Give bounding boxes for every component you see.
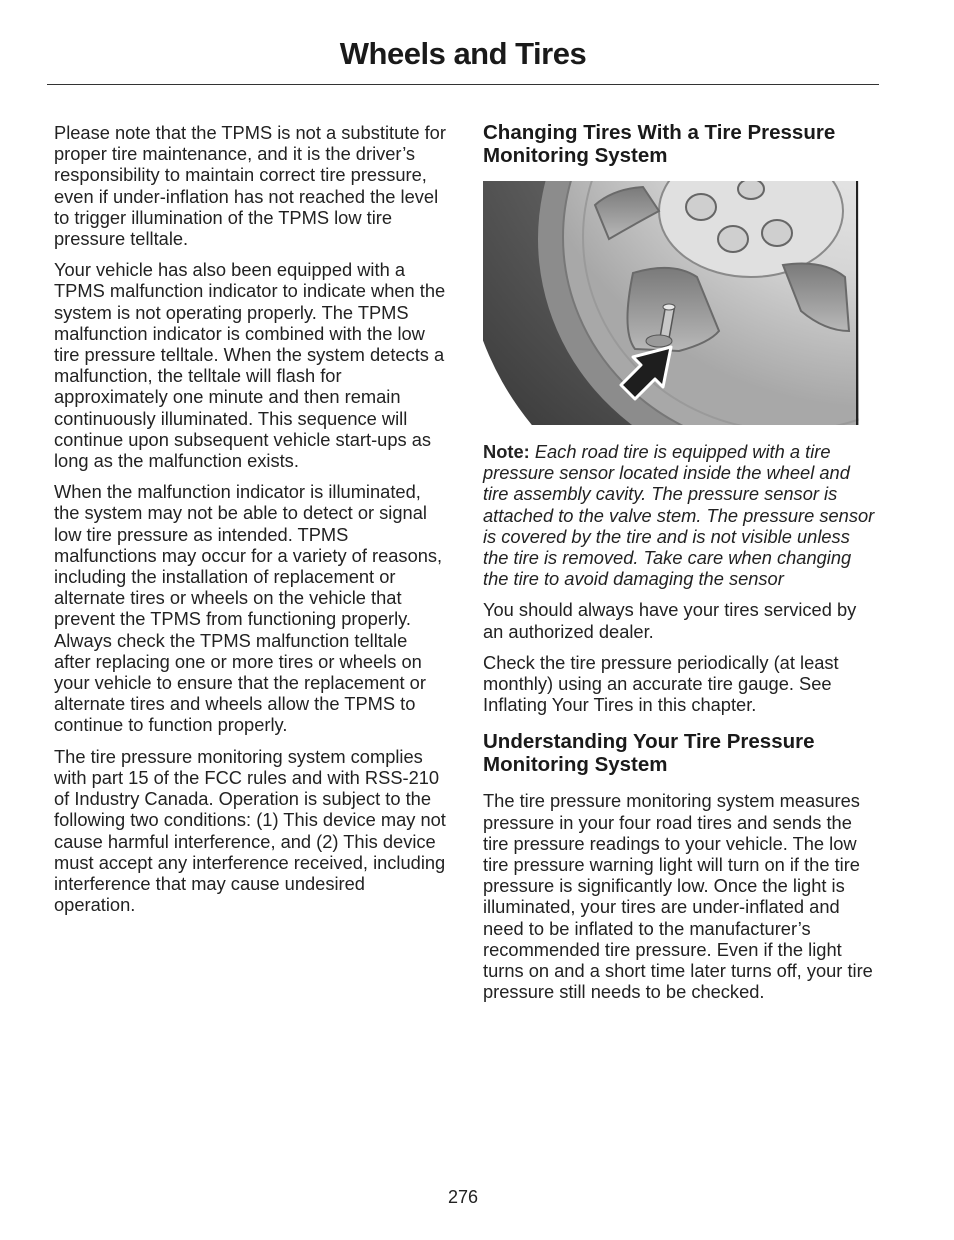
- left-column: [54, 122, 446, 925]
- paragraph-check-pressure: Check the tire pressure periodically (at least monthly) using an accurate tire gauge. See Inflating Your Tires in this chapter.: [483, 651, 839, 716]
- paragraph-serviced-by-dealer: You should always have your tires serviced by an authorized dealer.: [483, 599, 857, 642]
- section-heading-changing-tires: Changing Tires With a Tire Pressure Monitoring System: [483, 121, 836, 167]
- paragraph-fcc-compliance: The tire pressure monitoring system complies with part 15 of the FCC rules and with RSS-210 of Industry Canada. Operation is subject to the following two conditions: (1) This device may not cause harmful interference, and (2) This device must accept any interference received, including interference that may cause undesired operation.: [54, 745, 446, 916]
- page-title: Wheels and Tires: [339, 36, 587, 71]
- paragraph-malfunction-illuminated: When the malfunction indicator is illuminated, the system may not be able to detect or signal low tire pressure as intended. TPMS malfunctions may occur for a variety of reasons, including the installation of replacement or alternate tires or wheels on the vehicle that prevent the TPMS from functioning properly. Always check the TPMS malfunction telltale after replacing one or more tires or wheels on your vehicle to ensure that the replacement or alternate tires and wheels allow the TPMS to continue to function properly.: [54, 481, 443, 736]
- paragraph-malfunction-indicator: Your vehicle has also been equipped with a TPMS malfunction indicator to indicate when the system is not operating properly. The TPMS malfunction indicator is combined with the low tire pressure telltale. When the system detects a malfunction, the telltale will flash for approximately one minute and then remain continuously illuminated. This sequence will continue upon subsequent vehicle start-ups as long as the malfunction exists.: [54, 259, 446, 472]
- wheel-valve-stem-icon: [483, 181, 859, 425]
- wheel-valve-stem-illustration: [483, 181, 859, 425]
- note-paragraph: [483, 441, 877, 589]
- note-label: Note:: [483, 441, 530, 462]
- page-number: 276: [447, 1187, 479, 1207]
- header-rule: [47, 84, 879, 85]
- section-heading-understanding-tpms: Understanding Your Tire Pressure Monitoring System: [483, 730, 815, 776]
- note-text: Each road tire is equipped with a tire pressure sensor located inside the wheel and tire assembly cavity. The pressure sensor is attached to the valve stem. The pressure sensor is covered by the tire and is not visible unless the tire is removed. Take care when changing the tire to avoid damaging the sensor: [483, 441, 875, 590]
- paragraph-tpms-description: The tire pressure monitoring system measures pressure in your four road tires and sends the tire pressure readings to your vehicle. The low tire pressure warning light will turn on if the tire pressure is significantly low. Once the light is illuminated, your tires are under-inflated and need to be inflated to the manufacturer’s recommended tire pressure. Even if the light turns on and a short time later turns off, your tire pressure still needs to be checked.: [483, 790, 873, 1003]
- right-column: [483, 122, 877, 1012]
- paragraph-tpms-not-substitute: Please note that the TPMS is not a substitute for proper tire maintenance, and it is the driver’s responsibility to maintain correct tire pressure, even if under-inflation has not reached the level to trigger illumination of the TPMS low tire pressure telltale.: [54, 122, 446, 250]
